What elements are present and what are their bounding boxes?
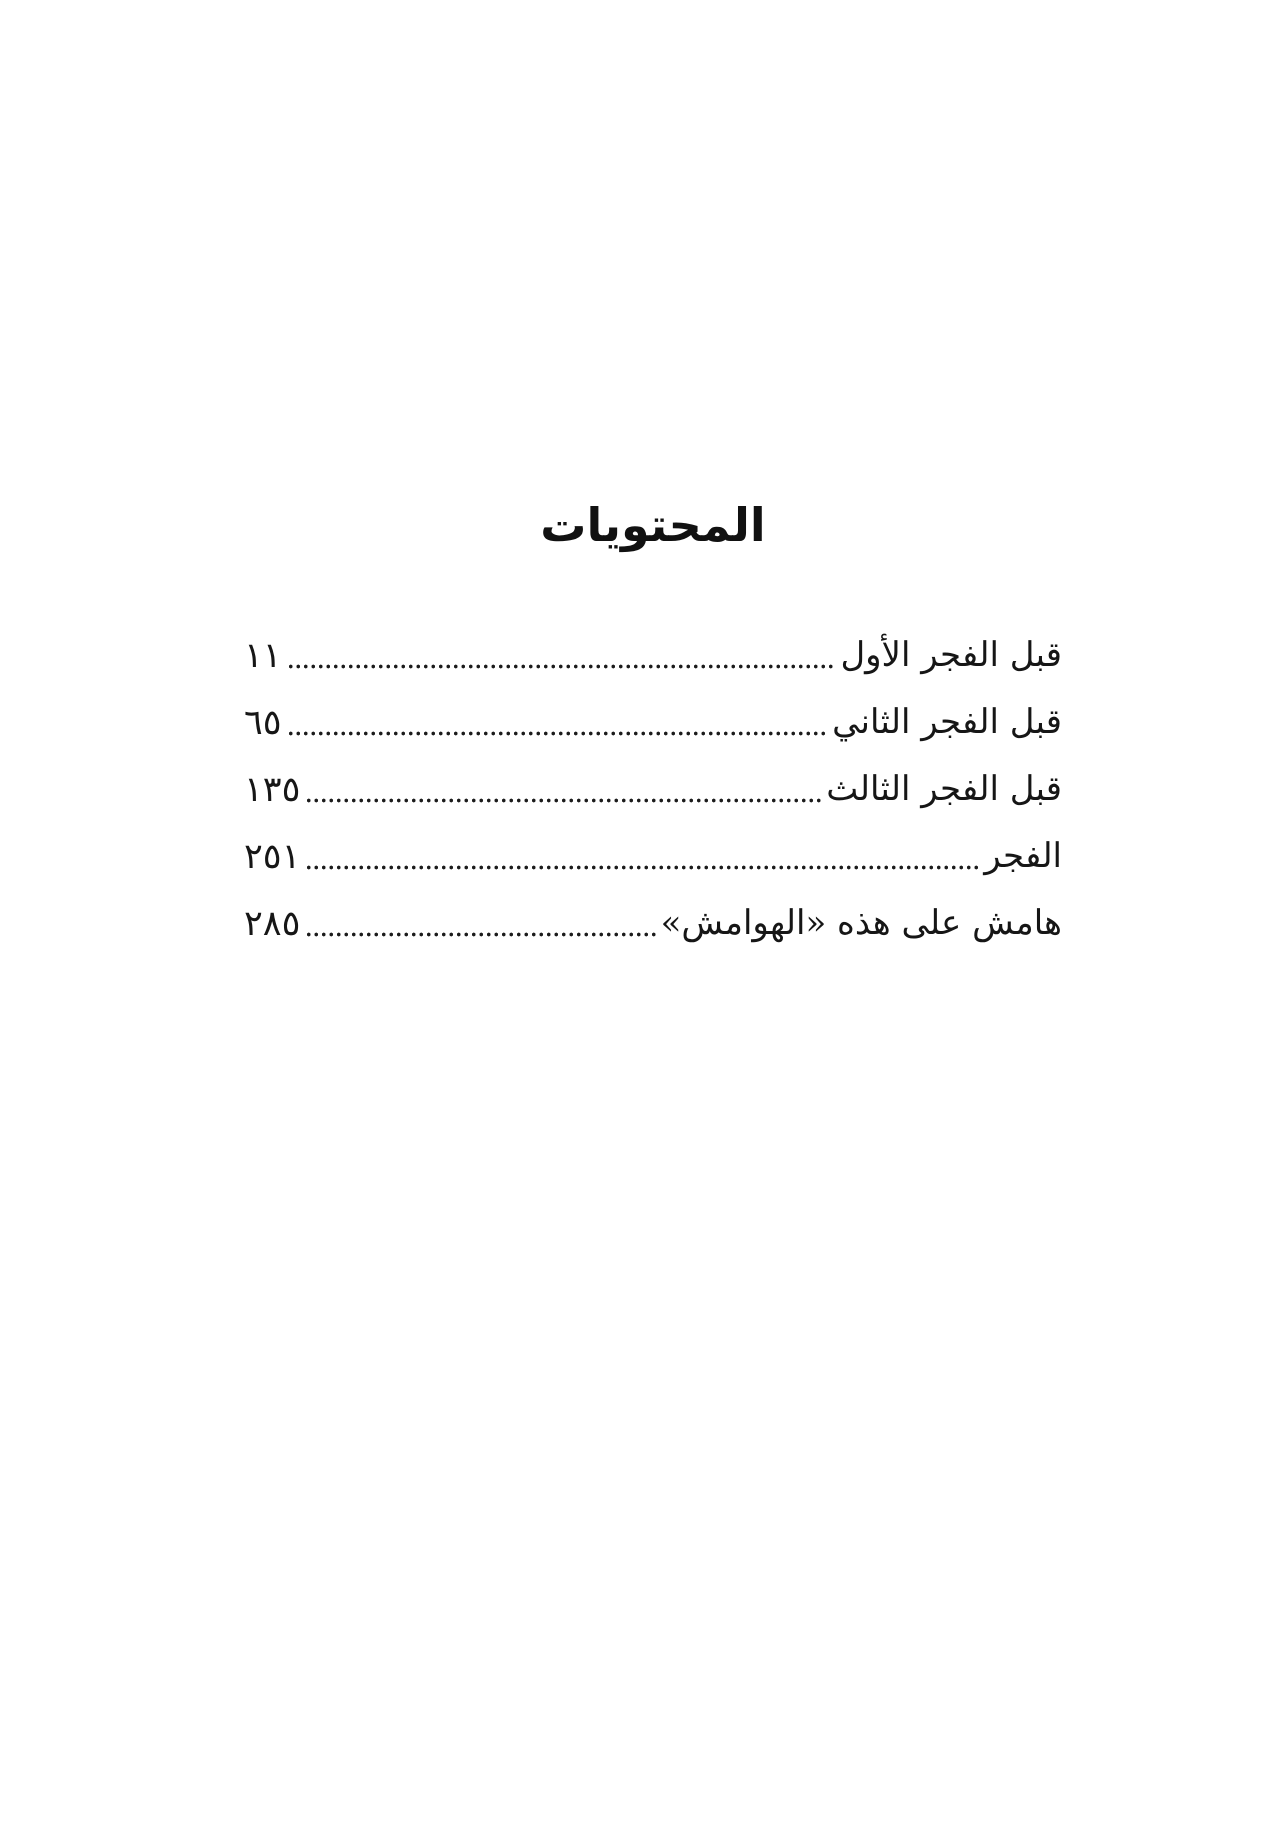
toc-entry-page-number: ٦٥ [244, 702, 282, 743]
dotted-leader [287, 664, 836, 669]
toc-list [244, 622, 1062, 957]
toc-entry-page-number: ١١ [244, 635, 282, 676]
toc-entry-page-number: ٢٥١ [244, 836, 301, 877]
toc-entry-page-number: ٢٨٥ [244, 903, 301, 944]
toc-entry [244, 689, 1062, 756]
toc-content [244, 490, 1062, 957]
toc-entry-label: هامش على هذه «الهوامش» [660, 903, 1062, 944]
toc-entry [244, 823, 1062, 890]
contents-title: المحتويات [540, 498, 766, 552]
dotted-leader [305, 798, 821, 803]
toc-entry-label: الفجر [984, 836, 1062, 877]
dotted-leader [305, 932, 655, 937]
toc-entry-label: قبل الفجر الثاني [832, 702, 1062, 743]
toc-entry-label: قبل الفجر الثالث [826, 769, 1062, 810]
toc-entry [244, 756, 1062, 823]
dotted-leader [287, 731, 828, 736]
toc-entry [244, 622, 1062, 689]
toc-entry [244, 890, 1062, 957]
toc-entry-label: قبل الفجر الأول [840, 635, 1062, 676]
dotted-leader [305, 865, 979, 870]
toc-entry-page-number: ١٣٥ [244, 769, 301, 810]
